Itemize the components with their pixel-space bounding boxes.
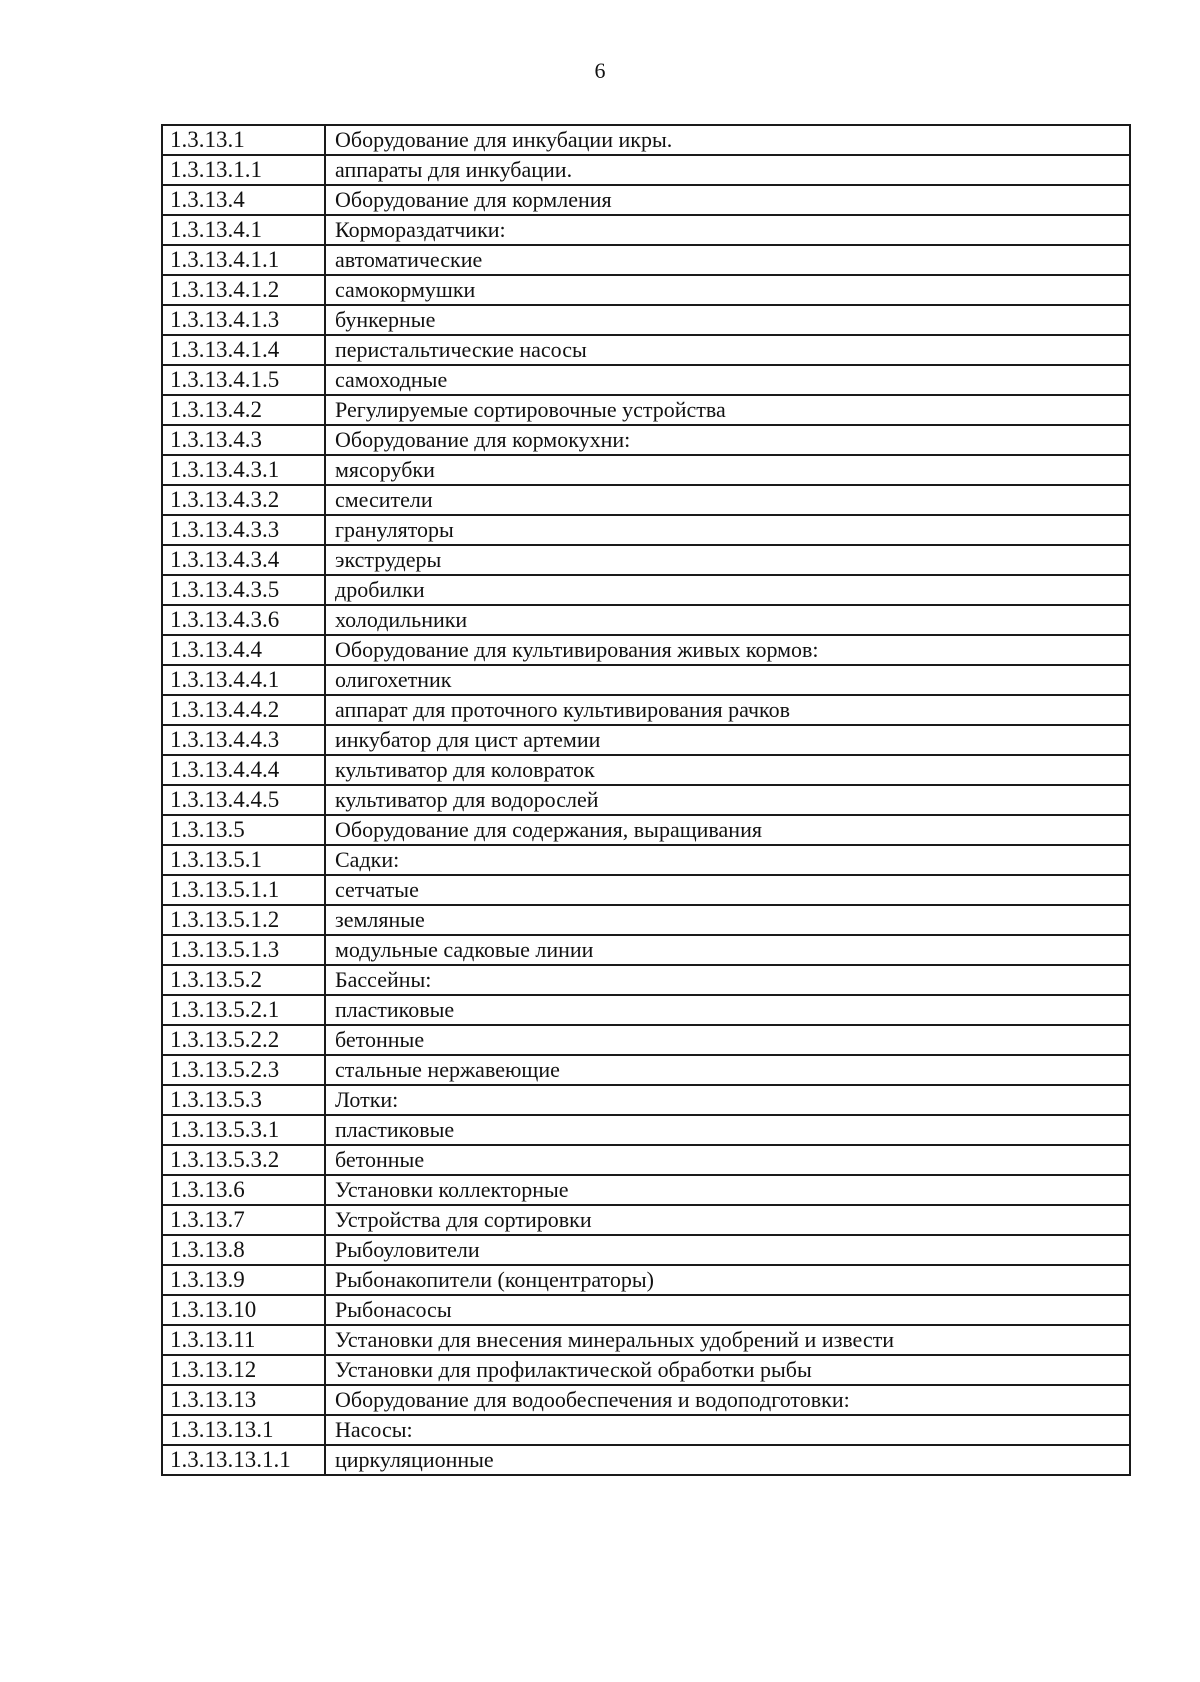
row-label: олигохетник [325,665,1130,695]
table-row [162,875,1130,905]
row-label: бункерные [325,305,1130,335]
row-code: 1.3.13.4.3.1 [162,455,325,485]
row-label: Регулируемые сортировочные устройства [325,395,1130,425]
row-code: 1.3.13.4.1 [162,215,325,245]
row-label: пластиковые [325,1115,1130,1145]
table-row [162,485,1130,515]
row-label: Установки для внесения минеральных удобрений и извести [325,1325,1130,1355]
row-code: 1.3.13.4.1.3 [162,305,325,335]
row-label: Устройства для сортировки [325,1205,1130,1235]
row-label: Установки для профилактической обработки рыбы [325,1355,1130,1385]
table-row [162,1325,1130,1355]
row-label: мясорубки [325,455,1130,485]
row-code: 1.3.13.5.1.1 [162,875,325,905]
row-code: 1.3.13.5.1.2 [162,905,325,935]
row-code: 1.3.13.12 [162,1355,325,1385]
table-row [162,1205,1130,1235]
row-label: культиватор для водорослей [325,785,1130,815]
table-row [162,1265,1130,1295]
table-row [162,545,1130,575]
table-row [162,425,1130,455]
row-code: 1.3.13.1.1 [162,155,325,185]
row-label: Бассейны: [325,965,1130,995]
row-code: 1.3.13.13.1.1 [162,1445,325,1475]
row-code: 1.3.13.13 [162,1385,325,1415]
row-code: 1.3.13.4.3.2 [162,485,325,515]
row-label: аппарат для проточного культивирования рачков [325,695,1130,725]
row-code: 1.3.13.10 [162,1295,325,1325]
row-code: 1.3.13.5.1 [162,845,325,875]
table-row [162,845,1130,875]
row-code: 1.3.13.4.3.6 [162,605,325,635]
row-label: Рыбонасосы [325,1295,1130,1325]
table-row [162,395,1130,425]
row-label: Рыбоуловители [325,1235,1130,1265]
row-code: 1.3.13.1 [162,125,325,155]
row-label: Кормораздатчики: [325,215,1130,245]
row-code: 1.3.13.5.2.1 [162,995,325,1025]
classification-table [161,124,1131,1476]
row-code: 1.3.13.4.3.5 [162,575,325,605]
row-code: 1.3.13.13.1 [162,1415,325,1445]
table-row [162,785,1130,815]
table-row [162,575,1130,605]
table-row [162,1415,1130,1445]
row-label: сетчатые [325,875,1130,905]
row-label: стальные нержавеющие [325,1055,1130,1085]
row-code: 1.3.13.5.3 [162,1085,325,1115]
table-row [162,1175,1130,1205]
table-row [162,995,1130,1025]
row-label: дробилки [325,575,1130,605]
table-row [162,125,1130,155]
row-code: 1.3.13.4.1.5 [162,365,325,395]
page-number: 6 [594,58,606,83]
row-label: циркуляционные [325,1445,1130,1475]
table-row [162,725,1130,755]
table-row [162,815,1130,845]
row-label: Рыбонакопители (концентраторы) [325,1265,1130,1295]
row-code: 1.3.13.7 [162,1205,325,1235]
table-row [162,1355,1130,1385]
row-code: 1.3.13.4.1.1 [162,245,325,275]
row-code: 1.3.13.4.1.2 [162,275,325,305]
table-row [162,245,1130,275]
table-row [162,155,1130,185]
row-code: 1.3.13.4.4.1 [162,665,325,695]
table-row [162,755,1130,785]
row-code: 1.3.13.4 [162,185,325,215]
table-row [162,515,1130,545]
row-code: 1.3.13.5.2 [162,965,325,995]
row-code: 1.3.13.5.1.3 [162,935,325,965]
table-row [162,1385,1130,1415]
row-code: 1.3.13.4.3 [162,425,325,455]
row-code: 1.3.13.4.1.4 [162,335,325,365]
table-row [162,275,1130,305]
row-code: 1.3.13.11 [162,1325,325,1355]
row-code: 1.3.13.8 [162,1235,325,1265]
table-row [162,635,1130,665]
table-row [162,605,1130,635]
row-label: инкубатор для цист артемии [325,725,1130,755]
row-code: 1.3.13.4.3.4 [162,545,325,575]
table-body [162,125,1130,1475]
table-row [162,1055,1130,1085]
row-label: самокормушки [325,275,1130,305]
row-label: экструдеры [325,545,1130,575]
row-label: Оборудование для культивирования живых кормов: [325,635,1130,665]
table-row [162,1025,1130,1055]
row-code: 1.3.13.4.4 [162,635,325,665]
row-label: перистальтические насосы [325,335,1130,365]
table-row [162,1235,1130,1265]
table-row [162,965,1130,995]
row-label: Насосы: [325,1415,1130,1445]
row-label: холодильники [325,605,1130,635]
row-label: грануляторы [325,515,1130,545]
row-label: модульные садковые линии [325,935,1130,965]
row-code: 1.3.13.5 [162,815,325,845]
row-code: 1.3.13.4.4.3 [162,725,325,755]
table-row [162,1295,1130,1325]
table-row [162,185,1130,215]
row-label: Лотки: [325,1085,1130,1115]
row-code: 1.3.13.5.3.2 [162,1145,325,1175]
row-code: 1.3.13.4.2 [162,395,325,425]
row-code: 1.3.13.5.3.1 [162,1115,325,1145]
table-row [162,1145,1130,1175]
table-row [162,935,1130,965]
row-code: 1.3.13.4.4.4 [162,755,325,785]
table-row [162,665,1130,695]
row-label: Оборудование для содержания, выращивания [325,815,1130,845]
row-label: Оборудование для кормокухни: [325,425,1130,455]
row-label: Оборудование для водообеспечения и водоподготовки: [325,1385,1130,1415]
row-label: бетонные [325,1025,1130,1055]
table-row [162,305,1130,335]
table-row [162,365,1130,395]
table-row [162,695,1130,725]
row-code: 1.3.13.5.2.3 [162,1055,325,1085]
table-row [162,905,1130,935]
row-code: 1.3.13.4.4.2 [162,695,325,725]
row-label: земляные [325,905,1130,935]
row-label: бетонные [325,1145,1130,1175]
row-code: 1.3.13.6 [162,1175,325,1205]
row-code: 1.3.13.4.4.5 [162,785,325,815]
row-code: 1.3.13.5.2.2 [162,1025,325,1055]
row-label: аппараты для инкубации. [325,155,1130,185]
row-label: Установки коллекторные [325,1175,1130,1205]
table-row [162,335,1130,365]
row-code: 1.3.13.9 [162,1265,325,1295]
table-row [162,455,1130,485]
table-row [162,1085,1130,1115]
table-row [162,1445,1130,1475]
row-label: Садки: [325,845,1130,875]
row-label: культиватор для коловраток [325,755,1130,785]
row-label: Оборудование для инкубации икры. [325,125,1130,155]
row-label: смесители [325,485,1130,515]
row-label: Оборудование для кормления [325,185,1130,215]
table-row [162,1115,1130,1145]
row-label: пластиковые [325,995,1130,1025]
table-row [162,215,1130,245]
row-label: самоходные [325,365,1130,395]
row-label: автоматические [325,245,1130,275]
row-code: 1.3.13.4.3.3 [162,515,325,545]
